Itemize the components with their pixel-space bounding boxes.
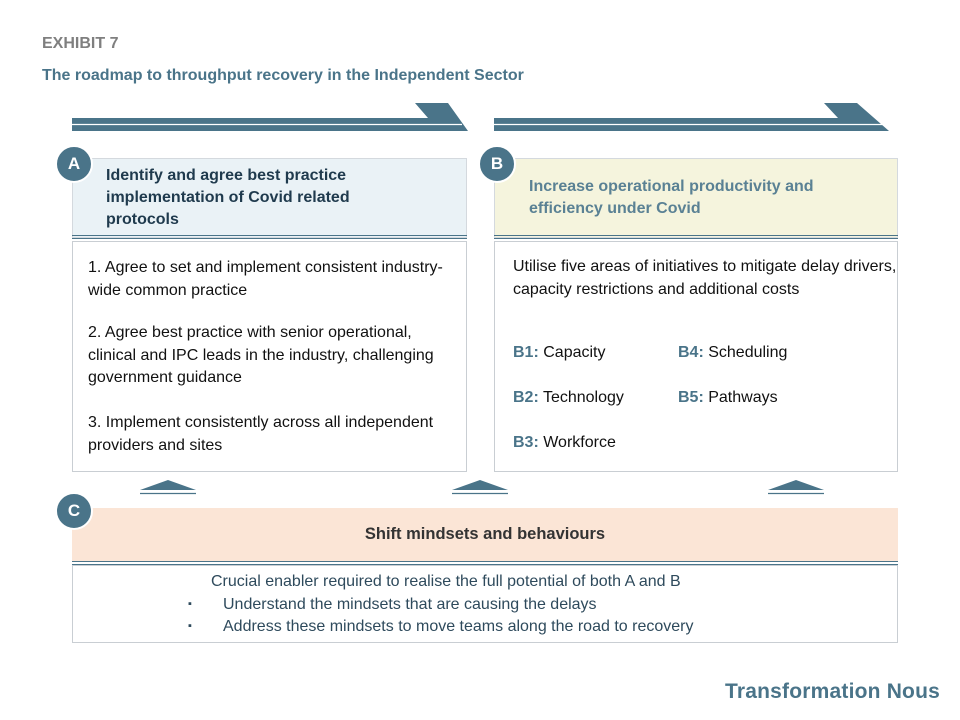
initiative-label: Technology	[542, 389, 624, 406]
panel-a-item: 3. Implement consistently across all independent providers and sites	[88, 414, 434, 454]
brand-logo: Transformation Nous	[725, 680, 940, 703]
panel-b-header	[494, 158, 898, 238]
panel-a-body	[72, 241, 467, 472]
badge-c: C	[55, 492, 93, 530]
panel-c-bullet: Address these mindsets to move teams along the road to recovery	[223, 618, 694, 635]
initiative-b3	[513, 434, 616, 452]
panel-c-body	[72, 565, 898, 643]
initiative-label: Capacity	[543, 344, 606, 361]
badge-a: A	[55, 145, 93, 183]
panel-c-bullet: Understand the mindsets that are causing the delays	[223, 596, 597, 613]
panel-a-item: 2. Agree best practice with senior operational, clinical and IPC leads in the industry, challenging government guidance	[88, 324, 434, 386]
panel-a-heading: Identify and agree best practice implementation of Covid related protocols	[106, 167, 350, 228]
initiative-b2	[513, 389, 624, 407]
panel-c-heading: Shift mindsets and behaviours	[364, 525, 606, 543]
bullet-icon: ▪	[188, 598, 192, 610]
initiative-label: Pathways	[708, 389, 778, 406]
initiative-code: B4:	[678, 344, 704, 361]
panel-a-header	[72, 158, 467, 238]
panel-a-item: 1. Agree to set and implement consistent industry-wide common practice	[88, 259, 443, 299]
initiative-code: B5:	[678, 389, 704, 406]
page-title: The roadmap to throughput recovery in the Independent Sector	[42, 67, 524, 84]
up-arrow-icon	[140, 480, 196, 496]
up-arrow-icon	[452, 480, 508, 496]
initiative-code: B2:	[513, 389, 539, 406]
road-arrow-a	[72, 100, 470, 134]
initiative-code: B1:	[513, 344, 539, 361]
up-arrow-icon	[768, 480, 824, 496]
panel-a-divider	[72, 235, 467, 239]
initiative-code: B3:	[513, 434, 539, 451]
exhibit-label: EXHIBIT 7	[42, 35, 119, 52]
initiative-label: Scheduling	[708, 344, 788, 361]
initiative-label: Workforce	[543, 434, 616, 451]
bullet-icon: ▪	[188, 620, 192, 632]
panel-b-divider	[494, 235, 898, 239]
panel-c-header	[72, 508, 898, 561]
panel-b-heading: Increase operational productivity and efficiency under Covid	[529, 178, 814, 217]
road-arrow-b	[494, 100, 892, 134]
panel-c-intro: Crucial enabler required to realise the full potential of both A and B	[211, 573, 681, 590]
initiative-b5	[678, 389, 778, 407]
panel-b-intro: Utilise five areas of initiatives to mitigate delay drivers, capacity restrictions and additional costs	[513, 258, 897, 298]
badge-b: B	[478, 145, 516, 183]
initiative-b4	[678, 344, 787, 362]
panel-b-body	[494, 241, 898, 472]
initiative-b1	[513, 344, 605, 362]
